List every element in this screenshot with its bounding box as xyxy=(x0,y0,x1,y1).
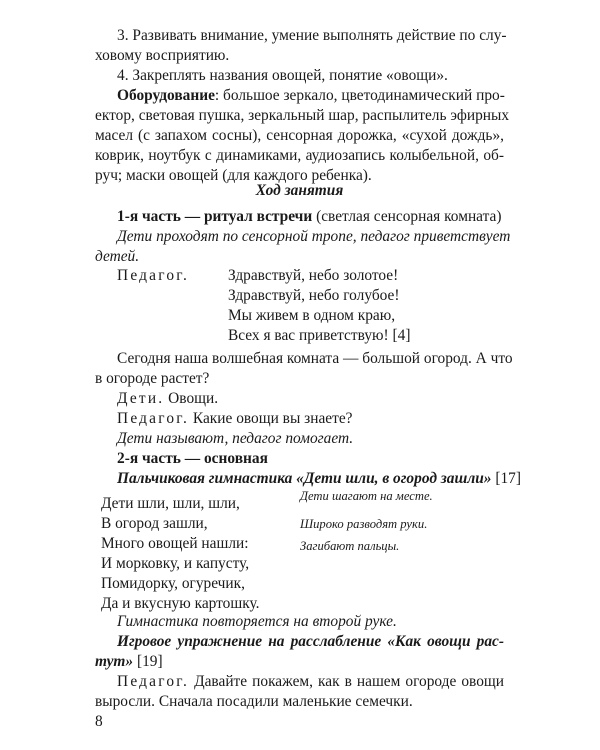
goal-3-line-1: 3. Развивать внимание, умение выполнять действие по слу- xyxy=(117,27,507,44)
poem-line-2: Здравствуй, небо голубое! xyxy=(228,287,400,304)
part1-direction-line-1: Дети проходят по сенсорной тропе, педагог приветствует xyxy=(117,228,511,245)
exercise-title-line-2 xyxy=(95,652,163,672)
teacher-speech-line-1 xyxy=(117,672,504,692)
repeat-note: Гимнастика повторяется на второй руке. xyxy=(117,613,397,630)
poem-line-1: Здравствуй, небо золотое! xyxy=(228,267,399,284)
exercise-title-line-1: Игровое упражнение на расслабление «Как овощи рас- xyxy=(117,633,504,650)
exercise-ref: [19] xyxy=(133,653,163,670)
teacher-speech-line-2: выросли. Сначала посадили маленькие семечки. xyxy=(95,693,413,710)
equipment-line-2: ектор, световая пушка, зеркальный шар, распылитель эфирных xyxy=(95,107,510,124)
part1-direction-line-2: детей. xyxy=(95,248,140,265)
children-label: Дети. xyxy=(117,390,165,407)
rhyme-line-2: В огород зашли, xyxy=(101,515,208,532)
equipment-line-1 xyxy=(117,86,504,106)
rhyme-line-3: Много овощей нашли: xyxy=(101,535,249,552)
rhyme-action-2: Широко разводят руки. xyxy=(300,517,428,531)
poem-line-4: Всех я вас приветствую! [4] xyxy=(228,327,411,344)
teacher-speech-text: Давайте покажем, как в нашем огороде овощи xyxy=(189,673,504,690)
part1-heading-note: (светлая сенсорная комната) xyxy=(312,208,502,225)
rhyme-line-1: Дети шли, шли, шли, xyxy=(101,495,240,512)
rhyme-line-4: И морковку, и капусту, xyxy=(101,555,250,572)
equipment-line-3: масел (с запахом сосны), сенсорная дорожка, «сухой дождь», xyxy=(95,127,504,144)
teacher-speech-label: Педагог. xyxy=(117,673,190,690)
dialogue-line-2: в огороде растет? xyxy=(95,370,210,387)
equipment-label: Оборудование xyxy=(117,87,215,104)
rhyme-line-6: Да и вкусную картошку. xyxy=(101,595,260,612)
rhyme-action-3: Загибают пальцы. xyxy=(300,539,400,553)
finger-title-text: Пальчиковая гимнастика «Дети шли, в огород зашли» xyxy=(117,470,492,487)
rhyme-action-1: Дети шагают на месте. xyxy=(300,489,433,503)
dialogue-line-1: Сегодня наша волшебная комната — большой огород. А что xyxy=(117,350,513,367)
equipment-text: : большое зеркало, цветодинамический про- xyxy=(214,87,505,104)
part1-heading-bold: 1-я часть — ритуал встречи xyxy=(117,208,313,225)
rhyme-line-5: Помидорку, огуречик, xyxy=(101,575,245,592)
goal-3-line-2: ховому восприятию. xyxy=(95,47,230,64)
page-number: 8 xyxy=(95,713,103,730)
part2-heading: 2-я часть — основная xyxy=(117,450,268,467)
poem-speaker: Педагог. xyxy=(117,267,190,284)
exercise-title-end: тут» xyxy=(95,653,134,670)
goal-4: 4. Закреплять названия овощей, понятие «овощи». xyxy=(117,67,448,84)
children-text: Овощи. xyxy=(164,390,219,407)
equipment-line-4: коврик, ноутбук с динамиками, аудиозапись колыбельной, об- xyxy=(95,147,504,164)
poem-line-3: Мы живем в одном краю, xyxy=(228,307,396,324)
teacher-label: Педагог. xyxy=(117,410,190,427)
dialogue-note: Дети называют, педагог помогает. xyxy=(117,430,354,447)
lesson-title: Ход занятия xyxy=(255,182,344,199)
part1-heading xyxy=(117,207,502,227)
teacher-text: Какие овощи вы знаете? xyxy=(189,410,353,427)
teacher-question xyxy=(117,409,353,429)
children-reply xyxy=(117,389,218,409)
equipment-line-5: руч; маски овощей (для каждого ребенка). xyxy=(95,167,372,184)
finger-title-ref: [17] xyxy=(491,470,521,487)
